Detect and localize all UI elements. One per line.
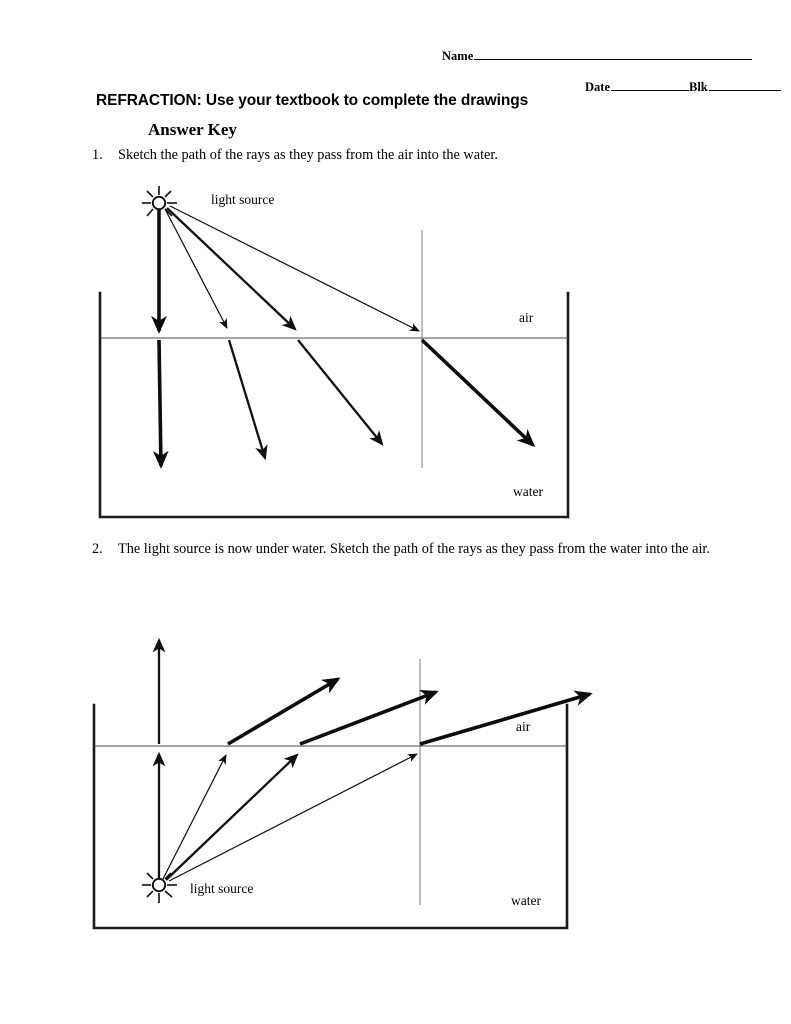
- incident-ray-2b: [163, 755, 226, 879]
- light-source-icon-2: [142, 868, 177, 903]
- refracted-ray-1d: [422, 340, 533, 445]
- air-label-2: air: [516, 719, 531, 734]
- incident-ray-2d: [169, 754, 417, 881]
- question-1-text: Sketch the path of the rays as they pass from the air into the water.: [118, 147, 498, 163]
- refracted-ray-1b: [229, 340, 265, 458]
- light-source-icon-1: [142, 186, 177, 222]
- water-label-1: water: [513, 484, 543, 499]
- page-title: REFRACTION: Use your textbook to complete the drawings: [96, 92, 529, 109]
- incident-ray-1b: [165, 209, 227, 328]
- question-2-text: The light source is now under water. Sketch the path of the rays as they pass from the water into the air.: [118, 541, 710, 557]
- refracted-ray-2b: [228, 679, 338, 744]
- refracted-ray-1c: [298, 340, 382, 444]
- tank-outline-1: [100, 293, 568, 517]
- incident-ray-1c: [167, 208, 295, 329]
- blk-label: Blk: [689, 80, 708, 95]
- refracted-ray-2d: [420, 694, 590, 744]
- question-1-number: 1.: [92, 147, 103, 163]
- refracted-ray-1a: [159, 340, 161, 466]
- water-label-2: water: [511, 893, 541, 908]
- tank-outline-2: [94, 705, 567, 928]
- question-2-number: 2.: [92, 541, 103, 557]
- incident-ray-2c: [166, 755, 297, 880]
- answer-key-subtitle: Answer Key: [148, 120, 237, 139]
- name-label: Name: [442, 49, 474, 64]
- air-label-1: air: [519, 310, 534, 325]
- refracted-ray-2c: [300, 692, 436, 744]
- incident-ray-1d: [170, 206, 419, 331]
- light-source-label-1: light source: [211, 192, 275, 207]
- light-source-label-2: light source: [190, 881, 254, 896]
- date-label: Date: [585, 80, 610, 95]
